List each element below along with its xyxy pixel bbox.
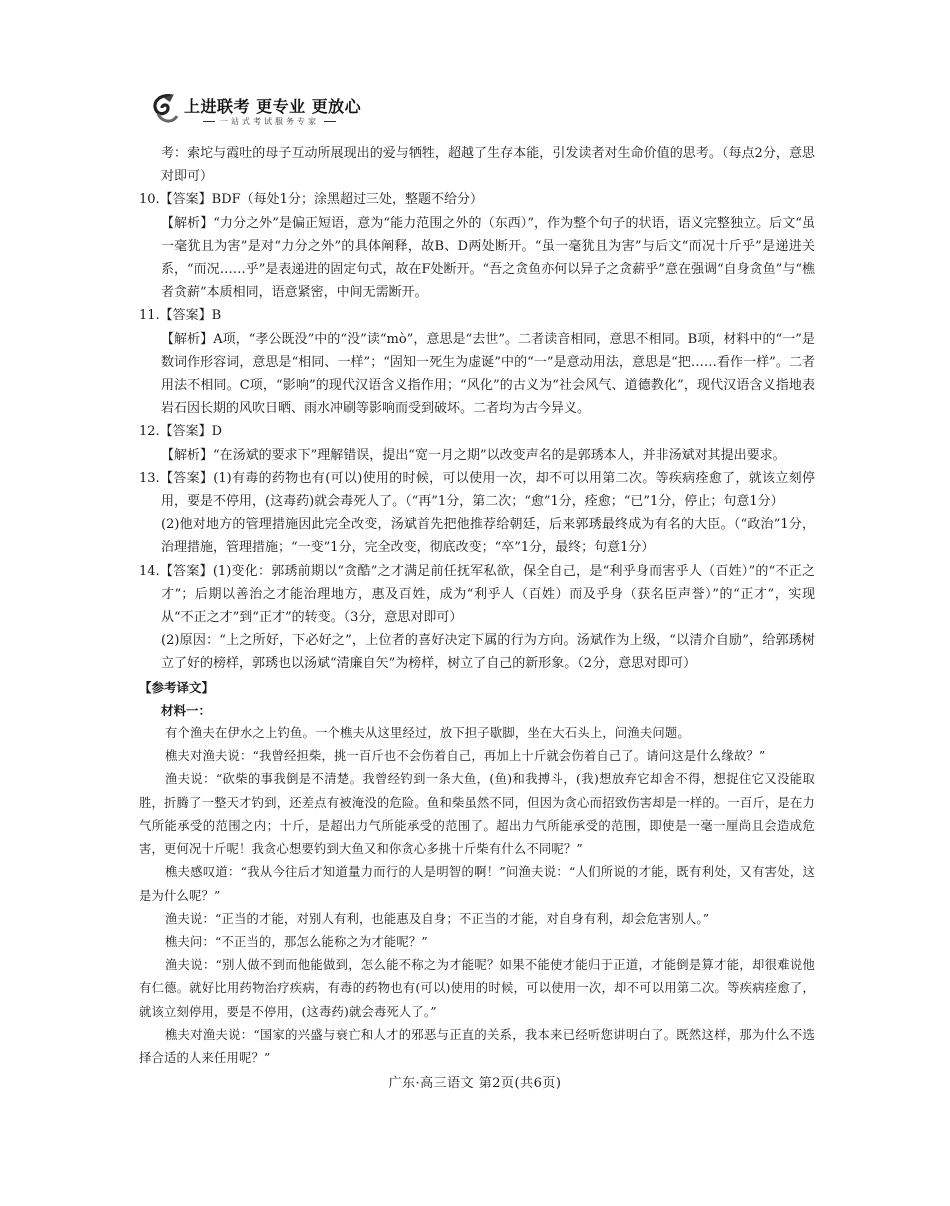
paragraph: 渔夫说：“砍柴的事我倒是不清楚。我曾经钓到一条大鱼，(鱼)和我搏斗，(我)想放弃它却舍不得，想捉住它又没能取胜，折腾了一整天才钓到，还差点有被淹没的危险。鱼和柴虽然不同，但因为贪心而招致伤害却是一样的。一百斤，是在力气所能承受的范围之内；十斤，是超出力气所能承受的范围了。超出力气所能承受的范围，即使是一毫一厘尚且会造成危害，更何况十斤呢！我贪心想要钓到大鱼又和你贪心多挑十斤柴有什么不同呢？” [139, 772, 815, 857]
page-footer: 广东·高三语文 第2页(共6页) [388, 1076, 562, 1091]
paragraph: 材料一： [161, 702, 212, 718]
paragraph: 12.【答案】D [139, 424, 223, 440]
paragraph: 樵夫对渔夫说：“我曾经担柴，挑一百斤也不会伤着自己，再加上十斤就会伤着自己了。请问这是什么缘故？” [165, 749, 766, 764]
paragraph: (2)原因：“上之所好，下必好之”，上位者的喜好决定下属的行为方向。汤斌作为上级，“以清介自励”，给郭琇树立了好的榜样，郭琇也以汤斌“清廉自矢”为榜样，树立了自己的新形象。（2分，意思对即可） [161, 633, 815, 672]
brand-tagline: 一站式考试服务专家 [198, 116, 341, 127]
paragraph: (2)他对地方的管理措施因此完全改变，汤斌首先把他推荐给朝廷，后来郭琇最终成为有名的大臣。（“政治”1分，治理措施，管理措施；“一变”1分，完全改变，彻底改变；“卒”1分，最终；句意1分） [161, 517, 815, 556]
page-header [150, 90, 450, 134]
paragraph: 考：索坨与霞吐的母子互动所展现出的爱与牺牲，超越了生存本能，引发读者对生命价值的思考。（每点2分，意思对即可） [161, 146, 815, 185]
answer-content [139, 142, 815, 1070]
brand-slogan: 上进联考 更专业 更放心 [184, 97, 362, 116]
paragraph: 渔夫说：“正当的才能，对别人有利，也能惠及自身；不正当的才能，对自身有利，却会危害别人。” [165, 911, 710, 926]
paragraph: 渔夫说：“别人做不到而他能做到，怎么能不称之为才能呢？如果不能使才能归于正道，才能倒是算才能，却很难说他有仁德。就好比用药物治疗疾病，有毒的药物也有(可以)使用的时候，可以使用一次，却不可以用第二次。等疾病痊愈了，就该立刻停用，要是不停用，(这毒药)就会毒死人了。” [139, 958, 815, 1019]
paragraph: 有个渔夫在伊水之上钓鱼。一个樵夫从这里经过，放下担子歇脚，坐在大石头上，问渔夫问题。 [165, 726, 690, 741]
paragraph: 11.【答案】B [139, 308, 222, 324]
logo-icon [150, 92, 180, 126]
paragraph: 樵夫对渔夫说：“国家的兴盛与衰亡和人才的邪恶与正直的关系，我本来已经听您讲明白了。既然这样，那为什么不选择合适的人来任用呢？” [139, 1027, 815, 1065]
paragraph: 樵夫感叹道：“我从今往后才知道量力而行的人是明智的啊！”问渔夫说：“人们所说的才能，既有利处，又有害处，这是为什么呢？” [139, 865, 815, 903]
paragraph: 【解析】“力分之外”是偏正短语，意为“能力范围之外的（东西）”，作为整个句子的状语，语义完整独立。后文“虽一毫犹且为害”是对“力分之外”的具体阐释，故B、D两处断开。“虽一毫犹且为害”与后文“而况十斤乎”是递进关系，“而况……乎”是表递进的固定句式，故在F处断开。“吾之贪鱼亦何以异子之贪薪乎”意在强调“自身贪鱼”与“樵者贪薪”本质相同，语意紧密，中间无需断开。 [161, 215, 815, 301]
paragraph: 10.【答案】BDF（每处1分；涂黑超过三处，整题不给分） [139, 192, 483, 208]
paragraph: 【参考译文】 [139, 679, 215, 695]
paragraph: 13.【答案】(1)有毒的药物也有(可以)使用的时候，可以使用一次，却不可以用第二次。等疾病痊愈了，就该立刻停用，要是不停用，(这毒药)就会毒死人了。（“再”1分，第二次；“愈”1分，痊愈；“已”1分，停止；句意1分） [139, 470, 815, 510]
paragraph: 14.【答案】(1)变化：郭琇前期以“贪酷”之才满足前任抚军私欲，保全自己，是“利乎身而害乎人（百姓）”的“不正之才”；后期以善治之才能治理地方，惠及百姓，成为“利乎人（百姓）而及乎身（获名臣声誉）”的“正才”，实现从“不正之才”到“正才”的转变。（3分，意思对即可） [139, 563, 815, 626]
paragraph: 樵夫问：“不正当的，那怎么能称之为才能呢？” [165, 934, 428, 949]
paragraph: 【解析】A项，“孝公既没”中的“没”读“mò”，意思是“去世”。二者读音相同，意思不相同。B项，材料中的“一”是数词作形容词，意思是“相同、一样”；“固知一死生为虚诞”中的“一”是意动用法，意思是“把……看作一样”。二者用法不相同。C项，“影响”的现代汉语含义指作用；“风化”的古义为“社会风气、道德教化”，现代汉语含义指地表岩石因长期的风吹日晒、雨水冲刷等影响而受到破坏。二者均为古今异义。 [161, 331, 815, 417]
paragraph: 【解析】“在汤斌的要求下”理解错误，提出“宽一月之期”以改变声名的是郭琇本人，并非汤斌对其提出要求。 [161, 447, 786, 463]
